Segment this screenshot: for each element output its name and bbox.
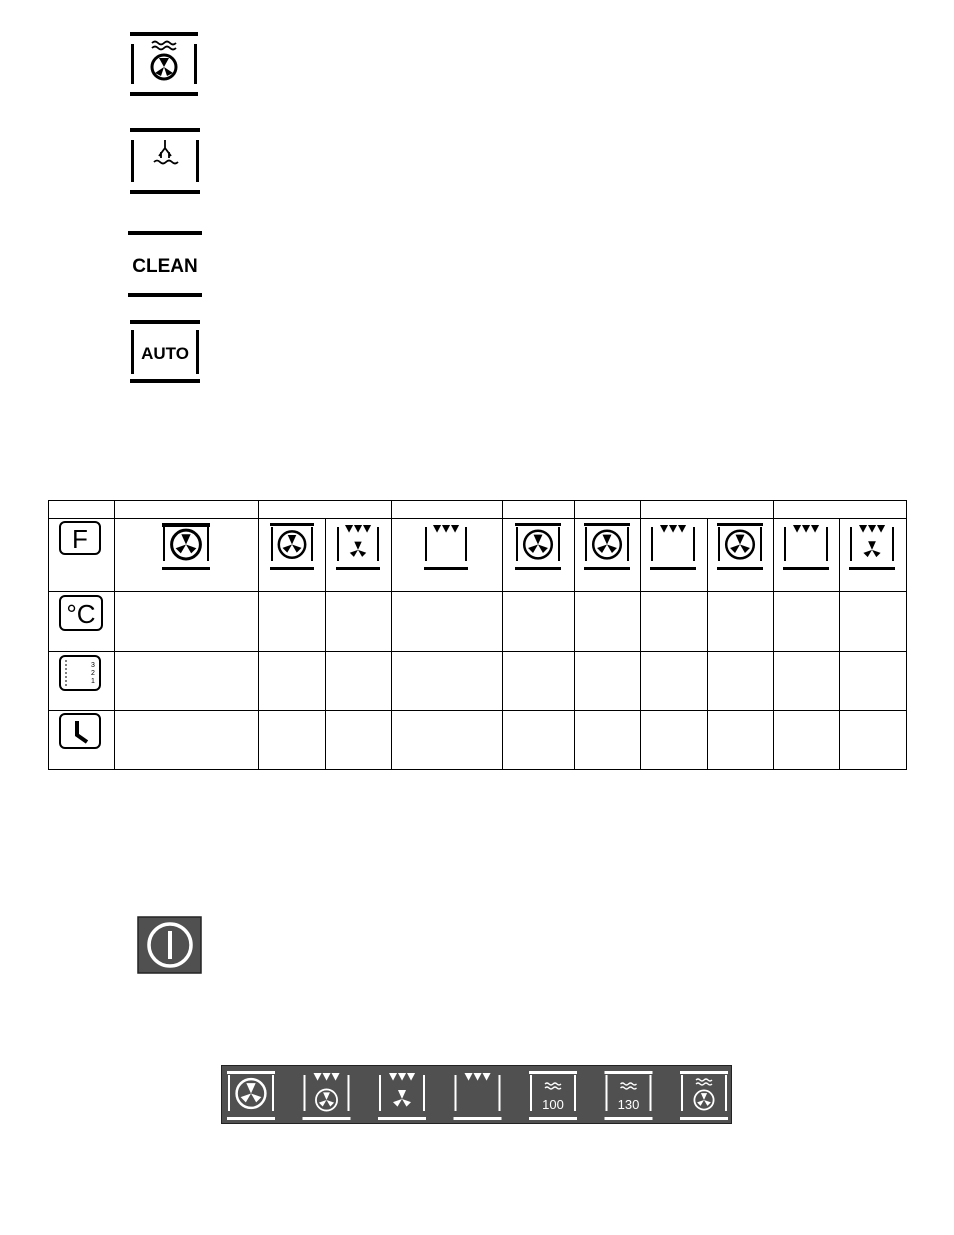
top-heat-icon <box>424 525 468 570</box>
svg-text:2: 2 <box>91 670 95 677</box>
steam-release-icon <box>128 126 202 196</box>
top-heat-fan-icon <box>336 525 380 570</box>
fan-box-thick-icon <box>162 523 210 570</box>
celsius-key-label: °C <box>66 599 96 629</box>
clean-label: CLEAN <box>132 256 198 277</box>
f-key-icon <box>60 522 100 554</box>
celsius-key-icon <box>60 596 102 630</box>
steam-130-label: 130 <box>617 1097 640 1112</box>
shelf-level-icon <box>60 656 100 690</box>
cooking-mode-table <box>48 500 908 772</box>
svg-text:1: 1 <box>91 678 95 685</box>
steam-fan-icon <box>128 30 200 100</box>
table-grid <box>48 500 907 770</box>
steam-100-label: 100 <box>542 1097 564 1112</box>
fan-box-icon <box>270 523 314 570</box>
mode-selector-bar <box>221 1065 732 1125</box>
fan-box-icon <box>584 523 630 570</box>
svg-text:3: 3 <box>91 662 95 669</box>
fan-box-icon <box>717 523 763 570</box>
top-heat-icon <box>650 525 696 570</box>
auto-icon <box>128 318 202 388</box>
clock-key-icon <box>60 714 100 748</box>
auto-label: AUTO <box>141 344 189 363</box>
top-heat-icon <box>783 525 829 570</box>
clean-icon <box>128 229 204 301</box>
top-heat-fan-icon <box>849 525 895 570</box>
fan-box-icon <box>515 523 561 570</box>
power-button[interactable] <box>137 916 203 975</box>
f-key-label: F <box>72 524 88 554</box>
